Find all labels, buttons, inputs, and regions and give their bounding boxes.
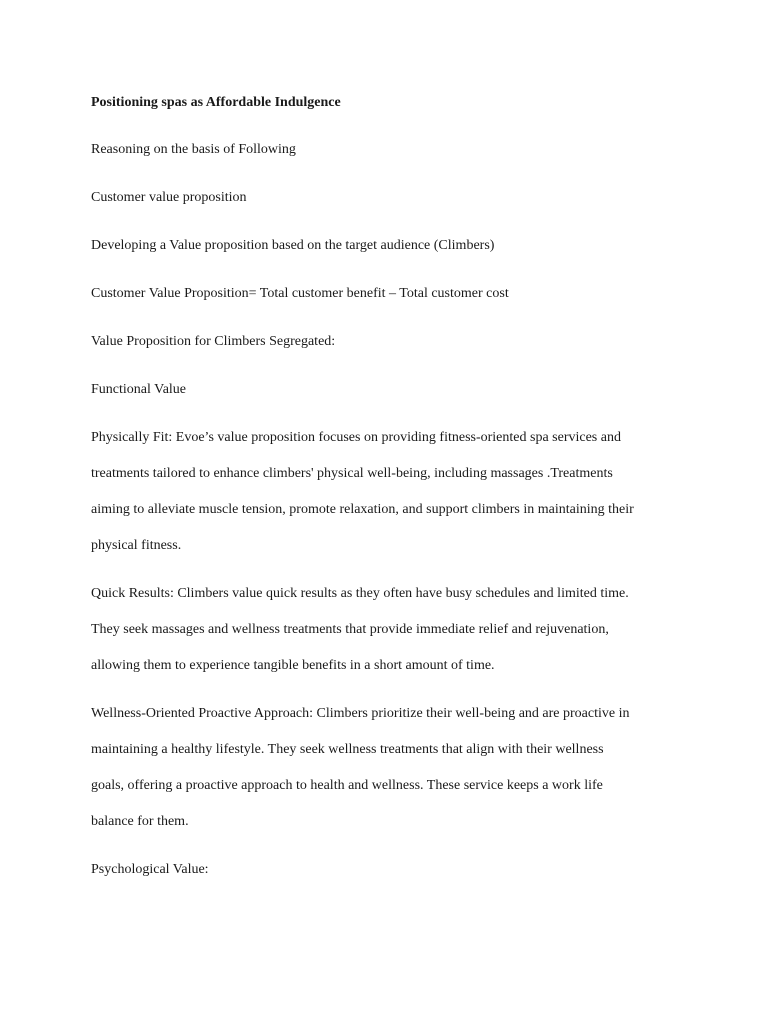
paragraph-quick-results xyxy=(91,576,681,684)
paragraph-line: physical fitness. xyxy=(91,538,182,553)
paragraph-line: aiming to alleviate muscle tension, promote relaxation, and support climbers in maintaining their xyxy=(91,502,634,517)
paragraph-line: allowing them to experience tangible benefits in a short amount of time. xyxy=(91,658,495,673)
text-line: Reasoning on the basis of Following xyxy=(91,142,296,157)
paragraph-physically-fit xyxy=(91,420,681,564)
paragraph-line: treatments tailored to enhance climbers' physical well-being, including massages .Treatments xyxy=(91,466,613,481)
paragraph-line: balance for them. xyxy=(91,814,189,829)
formula-line: Customer Value Proposition= Total customer benefit – Total customer cost xyxy=(91,286,509,301)
paragraph-line: maintaining a healthy lifestyle. They seek wellness treatments that align with their wellness xyxy=(91,742,604,757)
document-title: Positioning spas as Affordable Indulgence xyxy=(91,95,341,110)
paragraph-line: Physically Fit: Evoe’s value proposition focuses on providing fitness-oriented spa services and xyxy=(91,430,621,445)
section-heading: Value Proposition for Climbers Segregated: xyxy=(91,334,336,349)
text-line: Developing a Value proposition based on the target audience (Climbers) xyxy=(91,238,495,253)
section-heading: Psychological Value: xyxy=(91,862,209,877)
paragraph-line: Wellness-Oriented Proactive Approach: Climbers prioritize their well-being and are proactive in xyxy=(91,706,630,721)
document-body xyxy=(91,93,681,908)
paragraph-line: goals, offering a proactive approach to health and wellness. These service keeps a work life xyxy=(91,778,603,793)
paragraph-wellness-oriented xyxy=(91,696,681,840)
paragraph-line: They seek massages and wellness treatments that provide immediate relief and rejuvenation, xyxy=(91,622,609,637)
text-line: Customer value proposition xyxy=(91,190,247,205)
section-heading: Functional Value xyxy=(91,382,187,397)
paragraph-line: Quick Results: Climbers value quick results as they often have busy schedules and limited time. xyxy=(91,586,629,601)
